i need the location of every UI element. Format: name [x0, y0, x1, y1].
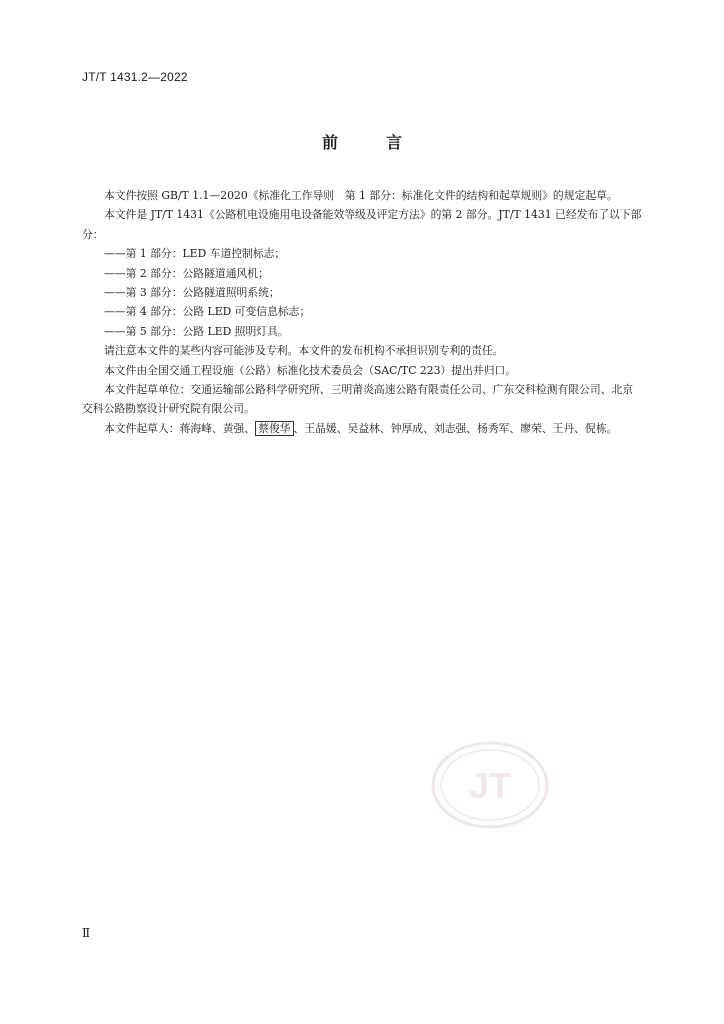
- paragraph-proposer: 本文件由全国交通工程设施（公路）标准化技术委员会（SAC/TC 223）提出并归口。: [104, 363, 517, 377]
- paragraph-part-intro: 本文件是 JT/T 1431《公路机电设施用电设备能效等级及评定方法》的第 2 部分。JT/T 1431 已经发布了以下部分：: [82, 208, 642, 241]
- standard-code: JT/T 1431.2—2022: [82, 70, 188, 84]
- paragraph-patent-notice: 请注意本文件的某些内容可能涉及专利。本文件的发布机构不承担识别专利的责任。: [104, 344, 504, 358]
- foreword-body: [82, 186, 642, 438]
- paragraph-drafting-units: 本文件起草单位：交通运输部公路科学研究所、三明莆炎高速公路有限责任公司、广东交科检测有限公司、北京交科公路勘察设计研究院有限公司。: [82, 383, 634, 416]
- list-item: ——第 5 部分：公路 LED 照明灯具。: [104, 324, 289, 338]
- drafters-prefix: 本文件起草人：蒋海峰、黄强、: [104, 421, 256, 435]
- paragraph-drafters: [82, 419, 642, 438]
- list-item: ——第 1 部分：LED 车道控制标志；: [104, 247, 286, 261]
- page-number: Ⅱ: [82, 926, 91, 940]
- paragraph-drafting-basis: 本文件按照 GB/T 1.1—2020《标准化工作导则 第 1 部分：标准化文件的结构和起草规则》的规定起草。: [104, 189, 618, 202]
- title-char-2: 言: [386, 133, 403, 152]
- watermark-text: JT: [468, 765, 512, 806]
- page-title: [0, 130, 724, 153]
- list-item: ——第 2 部分：公路隧道通风机；: [104, 266, 269, 280]
- drafters-suffix: 、王晶媛、吴益林、钟厚成、刘志强、杨秀军、廖荣、王丹、倪栋。: [293, 421, 618, 435]
- list-item: ——第 4 部分：公路 LED 可变信息标志；: [104, 305, 311, 319]
- list-item: ——第 3 部分：公路隧道照明系统；: [104, 286, 280, 300]
- jt-watermark-logo: [430, 740, 550, 830]
- title-char-1: 前: [321, 133, 338, 152]
- boxed-drafter-name: 蔡俊华: [255, 421, 293, 436]
